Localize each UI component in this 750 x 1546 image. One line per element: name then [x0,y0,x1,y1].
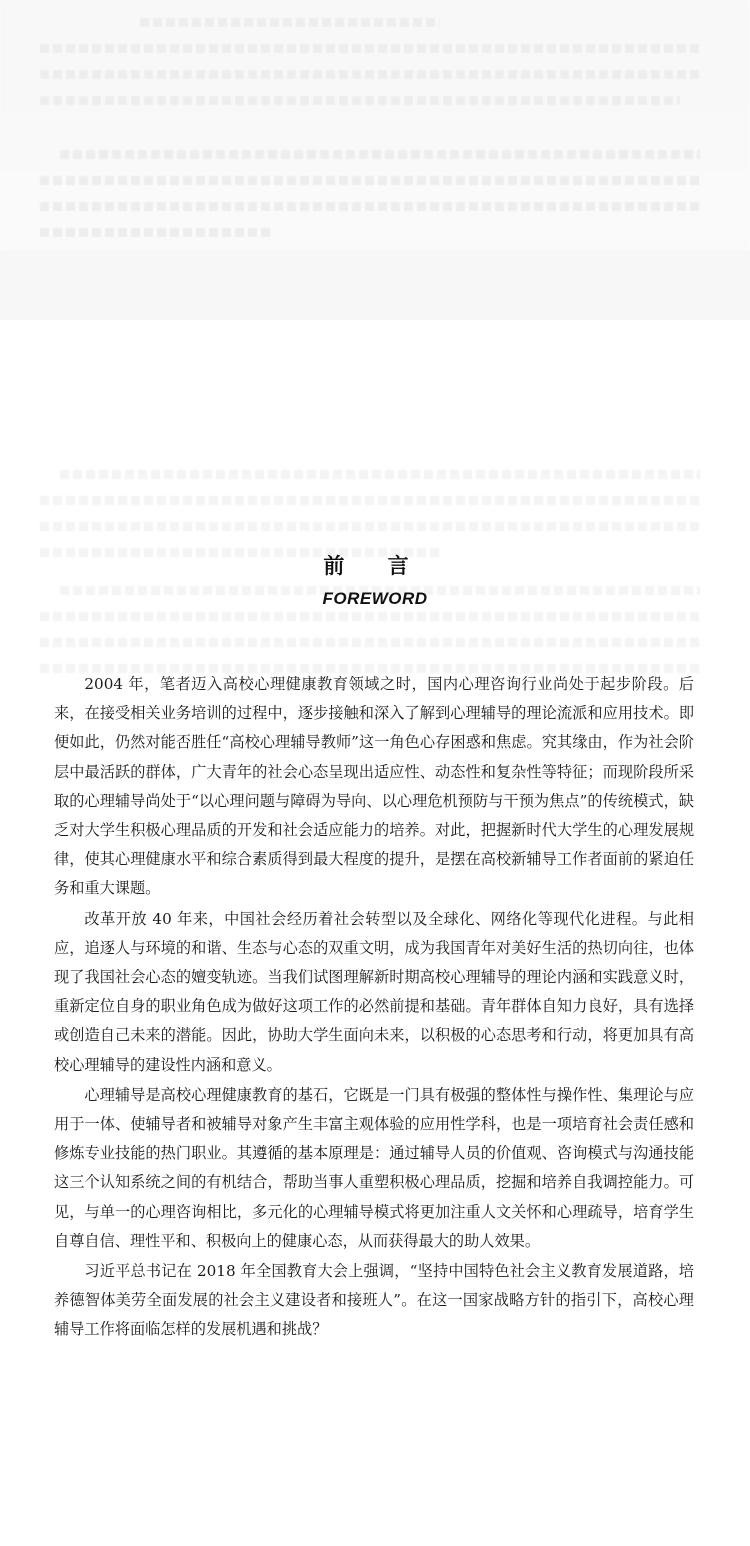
preface-subtitle: FOREWORD [322,589,428,608]
bleed-through-top [0,0,750,250]
preface-title: 前 言 [323,553,427,578]
preface-body [54,670,694,1345]
paragraph: 改革开放 40 年来，中国社会经历着社会转型以及全球化、网络化等现代化进程。与此相应，追逐人与环境的和谐、生态与心态的双重文明，成为我国青年对美好生活的热切向往，也体现了我国社会心态的嬗变轨迹。当我们试图理解新时期高校心理辅导的理论内涵和实践意义时，重新定位自身的职业角色成为做好这项工作的必然前提和基础。青年群体自知力良好，具有选择或创造自己未来的潜能。因此，协助大学生面向未来，以积极的心态思考和行动，将更加具有高校心理辅导的建设性内涵和意义。 [54,909,694,1074]
paragraph: 2004 年，笔者迈入高校心理健康教育领域之时，国内心理咨询行业尚处于起步阶段。后来，在接受相关业务培训的过程中，逐步接触和深入了解到心理辅导的理论流派和应用技术。即便如此，仍然对能否胜任“高校心理辅导教师”这一角色心存困惑和焦虑。究其缘由，作为社会阶层中最活跃的群体，广大青年的社会心态呈现出适应性、动态性和复杂性等特征；而现阶段所采取的心理辅导尚处于“以心理问题与障碍为导向、以心理危机预防与干预为焦点”的传统模式，缺乏对大学生积极心理品质的开发和社会适应能力的培养。对此，把握新时代大学生的心理发展规律，使其心理健康水平和综合素质得到最大程度的提升，是摆在高校新辅导工作者面前的紧迫任务和重大课题。 [54,675,694,898]
paragraph: 心理辅导是高校心理健康教育的基石，它既是一门具有极强的整体性与操作性、集理论与应用于一体、使辅导者和被辅导对象产生丰富主观体验的应用性学科，也是一项培育社会责任感和修炼专业技能的热门职业。其遵循的基本原理是：通过辅导人员的价值观、咨询模式与沟通技能这三个认知系统之间的有机结合，帮助当事人重塑积极心理品质，挖掘和培养自我调控能力。可见，与单一的心理咨询相比，多元化的心理辅导模式将更加注重人文关怀和心理疏导，培育学生自尊自信、理性平和、积极向上的健康心态，从而获得最大的助人效果。 [54,1085,694,1250]
page-gap [0,250,750,320]
paragraph: 习近平总书记在 2018 年全国教育大会上强调，“坚持中国特色社会主义教育发展道路，培养德智体美劳全面发展的社会主义建设者和接班人”。在这一国家战略方针的指引下，高校心理辅导工作将面临怎样的发展机遇和挑战？ [54,1262,694,1339]
